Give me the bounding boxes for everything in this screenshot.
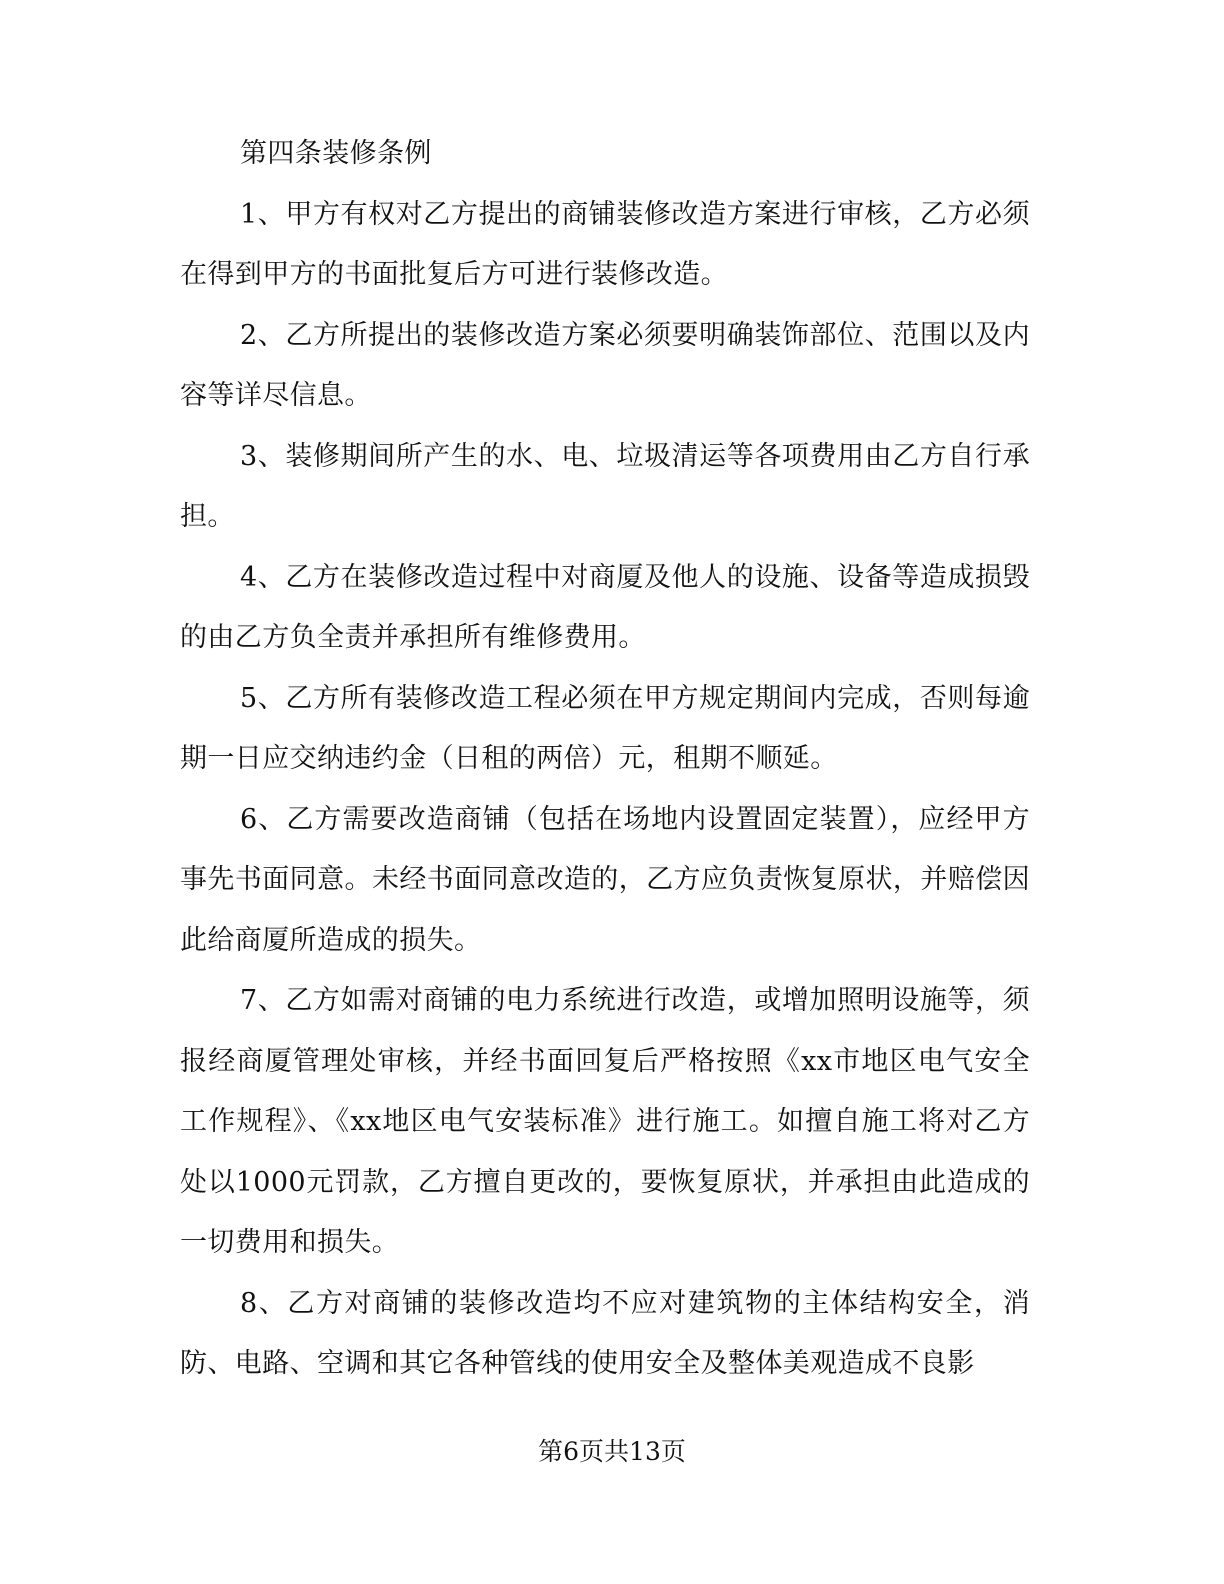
- section-heading: 第四条装修条例: [240, 138, 432, 169]
- page-number-footer: 第6页共13页: [538, 1437, 686, 1466]
- clause-paragraph-6: 6、乙方需要改造商铺（包括在场地内设置固定装置），应经甲方事先书面同意。未经书面同意改造的，乙方应负责恢复原状，并赔偿因此给商厦所造成的损失。: [180, 803, 1030, 956]
- clause-paragraph-8: 8、乙方对商铺的装修改造均不应对建筑物的主体结构安全，消防、电路、空调和其它各种管线的使用安全及整体美观造成不良影: [180, 1287, 1030, 1379]
- clause-paragraph-3: 3、装修期间所产生的水、电、垃圾清运等各项费用由乙方自行承担。: [180, 440, 1030, 532]
- clause-paragraph-5: 5、乙方所有装修改造工程必须在甲方规定期间内完成，否则每逾期一日应交纳违约金（日租的两倍）元，租期不顺延。: [180, 682, 1030, 774]
- clause-paragraph-7: 7、乙方如需对商铺的电力系统进行改造，或增加照明设施等，须报经商厦管理处审核，并经书面回复后严格按照《xx市地区电气安全工作规程》、《xx地区电气安装标准》进行施工。如擅自施工将对乙方处以1000元罚款，乙方擅自更改的，要恢复原状，并承担由此造成的一切费用和损失。: [180, 985, 1030, 1258]
- clause-paragraph-1: 1、甲方有权对乙方提出的商铺装修改造方案进行审核，乙方必须在得到甲方的书面批复后方可进行装修改造。: [180, 198, 1030, 290]
- clause-paragraph-2: 2、乙方所提出的装修改造方案必须要明确装饰部位、范围以及内容等详尽信息。: [180, 319, 1030, 411]
- document-body: [180, 124, 1030, 1395]
- clause-paragraph-4: 4、乙方在装修改造过程中对商厦及他人的设施、设备等造成损毁的由乙方负全责并承担所有维修费用。: [180, 561, 1030, 653]
